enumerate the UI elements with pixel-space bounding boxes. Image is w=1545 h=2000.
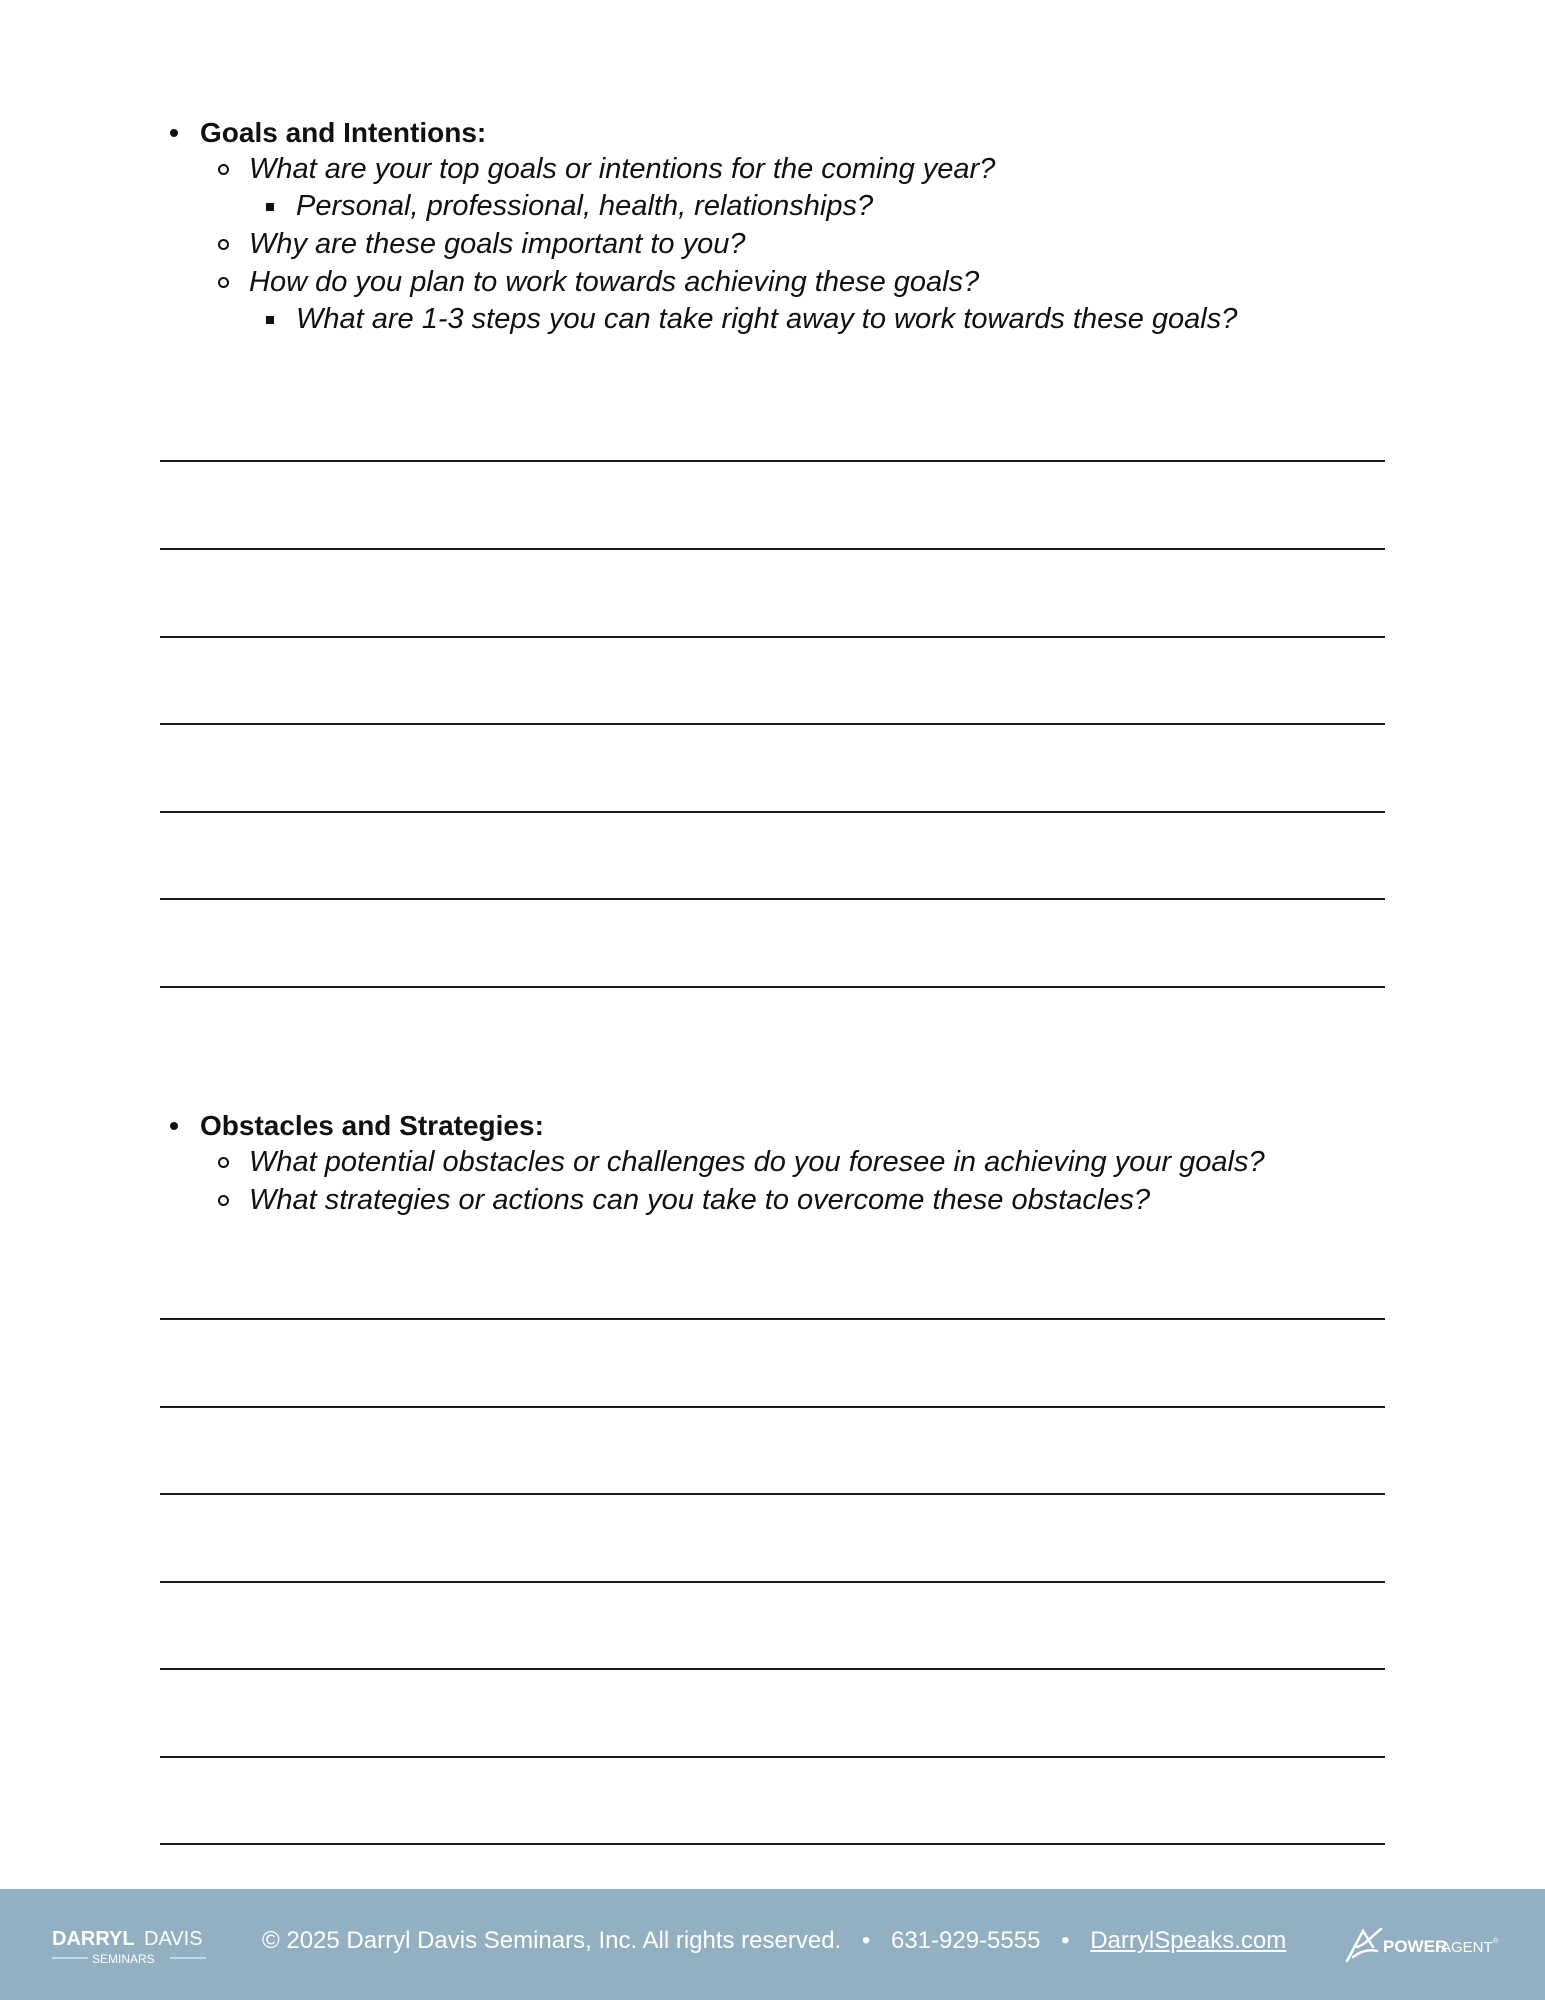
question-text: How do you plan to work towards achieving these goals?	[249, 266, 980, 298]
darryl-davis-seminars-logo	[52, 1921, 212, 1969]
copyright-text: © 2025 Darryl Davis Seminars, Inc. All rights reserved.	[262, 1927, 842, 1954]
writing-line[interactable]	[160, 1756, 1385, 1758]
bullet-circle-icon	[218, 277, 229, 288]
bullet-circle-icon	[218, 1157, 229, 1168]
goals-question-2	[218, 228, 745, 261]
obstacles-question-2	[218, 1184, 1150, 1217]
logo-left-word-3: SEMINARS	[92, 1952, 155, 1966]
phone-number: 631-929-5555	[890, 1927, 1041, 1954]
registered-mark: ®	[1493, 1938, 1499, 1945]
writing-line[interactable]	[160, 636, 1385, 638]
obstacles-question-1	[218, 1146, 1265, 1179]
bullet-disc-icon	[170, 129, 178, 137]
writing-line[interactable]	[160, 1318, 1385, 1320]
writing-line[interactable]	[160, 811, 1385, 813]
separator-dot: •	[1061, 1927, 1070, 1954]
writing-line[interactable]	[160, 1581, 1385, 1583]
writing-line[interactable]	[160, 1493, 1385, 1495]
goals-question-1	[218, 153, 995, 186]
footer-contact-line	[262, 1927, 1286, 1955]
goals-question-3	[218, 266, 979, 299]
goals-heading: Goals and Intentions:	[200, 117, 487, 148]
bullet-square-icon	[266, 316, 274, 324]
logo-left-word-1: DARRYL	[52, 1928, 135, 1950]
writing-line[interactable]	[160, 460, 1385, 462]
obstacles-heading: Obstacles and Strategies:	[200, 1110, 544, 1141]
obstacles-heading-row	[170, 1110, 544, 1142]
writing-line[interactable]	[160, 986, 1385, 988]
logo-right-word-1: POWER	[1383, 1937, 1448, 1956]
power-agent-mark-icon	[1347, 1929, 1381, 1961]
goals-question-1-sub	[266, 190, 873, 223]
question-text: What are your top goals or intentions for the coming year?	[249, 153, 996, 185]
writing-line[interactable]	[160, 1406, 1385, 1408]
separator-dot: •	[861, 1927, 871, 1954]
writing-line[interactable]	[160, 898, 1385, 900]
goals-heading-row	[170, 117, 486, 149]
logo-right-word-2: AGENT	[1441, 1939, 1493, 1956]
bullet-circle-icon	[218, 164, 229, 175]
question-text: Personal, professional, health, relationships?	[296, 190, 874, 222]
footer-bar	[0, 1889, 1545, 2000]
writing-line[interactable]	[160, 1843, 1385, 1845]
bullet-circle-icon	[218, 1195, 229, 1206]
logo-left-word-2: DAVIS	[144, 1928, 203, 1950]
goals-question-3-sub	[266, 303, 1237, 336]
writing-line[interactable]	[160, 723, 1385, 725]
question-text: What are 1-3 steps you can take right away to work towards these goals?	[296, 303, 1238, 335]
writing-line[interactable]	[160, 1668, 1385, 1670]
bullet-circle-icon	[218, 239, 229, 250]
website-link[interactable]: DarrylSpeaks.com	[1090, 1927, 1287, 1954]
bullet-disc-icon	[170, 1122, 178, 1130]
question-text: What strategies or actions can you take to overcome these obstacles?	[249, 1184, 1151, 1216]
question-text: Why are these goals important to you?	[249, 228, 746, 260]
question-text: What potential obstacles or challenges do you foresee in achieving your goals?	[249, 1146, 1265, 1178]
writing-line[interactable]	[160, 548, 1385, 550]
bullet-square-icon	[266, 203, 274, 211]
power-agent-logo	[1343, 1921, 1503, 1967]
